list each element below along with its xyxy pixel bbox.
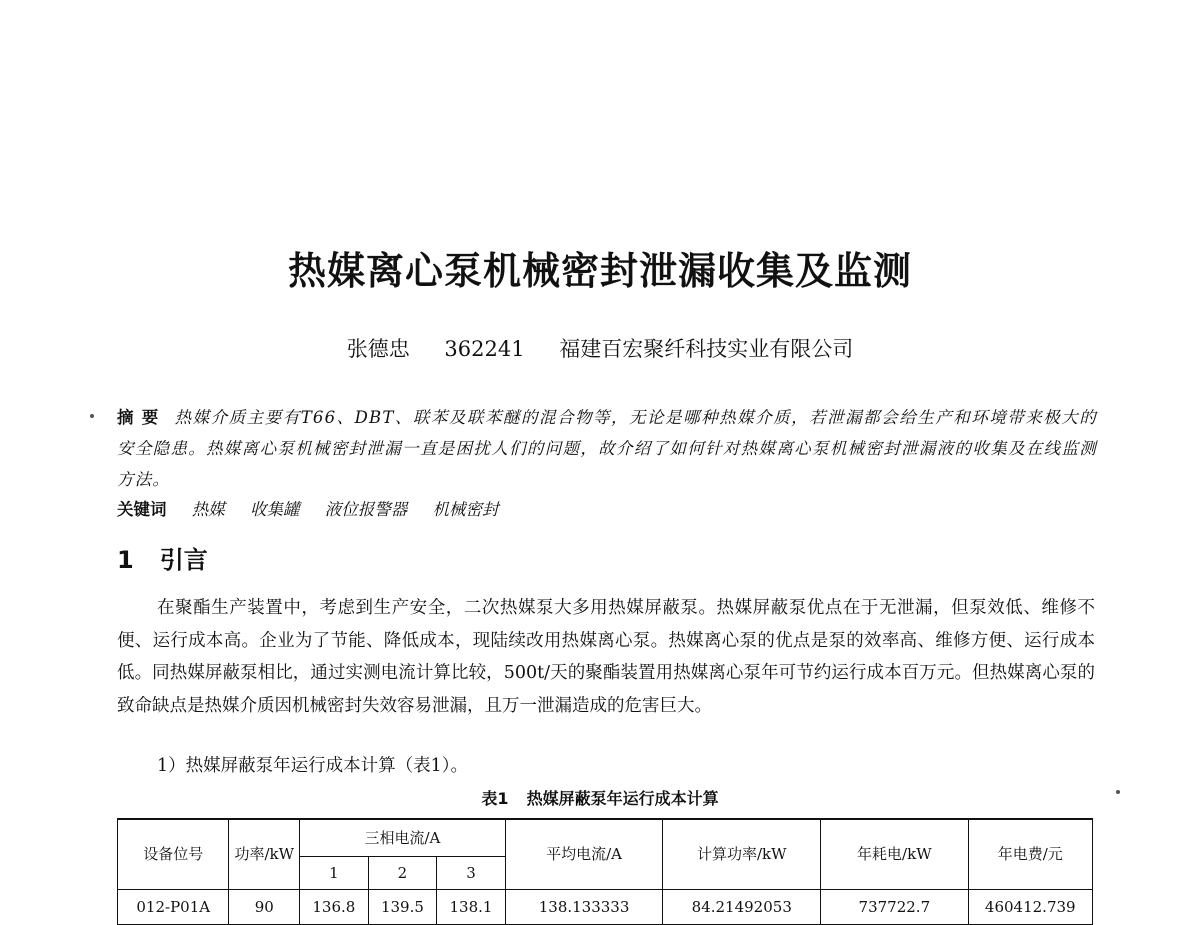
table-caption <box>0 786 1200 809</box>
cell-calc-power: 84.21492053 <box>663 890 821 925</box>
abstract-text: 热媒介质主要有T66、DBT、联苯及联苯醚的混合物等，无论是哪种热媒介质，若泄漏都会给生产和环境带来极大的安全隐患。热媒离心泵机械密封泄漏一直是困扰人们的问题，故介绍了如何针对热媒离心泵机械密封泄漏液的收集及在线监测方法。 <box>117 408 1097 489</box>
cell-phase-1: 136.8 <box>300 890 369 925</box>
section-heading <box>117 540 208 575</box>
col-header-device: 设备位号 <box>118 819 229 890</box>
col-header-phase-2: 2 <box>368 857 437 890</box>
col-header-current: 三相电流/A <box>300 819 506 857</box>
cell-annual-energy: 737722.7 <box>821 890 968 925</box>
table-caption-title: 热媒屏蔽泵年运行成本计算 <box>526 789 719 808</box>
cost-table <box>117 818 1093 925</box>
section-number: 1 <box>117 546 134 574</box>
keyword-item: 热媒 <box>191 500 225 519</box>
table-caption-number: 表1 <box>481 789 509 808</box>
list-item: 1）热媒屏蔽泵年运行成本计算（表1）。 <box>157 756 469 776</box>
col-header-phase-1: 1 <box>300 857 369 890</box>
keyword-item: 液位报警器 <box>324 500 408 519</box>
postcode: 362241 <box>444 337 525 361</box>
section-title: 引言 <box>159 546 208 574</box>
col-header-power: 功率/kW <box>229 819 300 890</box>
affiliation: 福建百宏聚纤科技实业有限公司 <box>559 337 854 361</box>
keyword-item: 机械密封 <box>432 500 499 519</box>
abstract <box>117 402 1097 495</box>
scan-speck <box>90 414 94 418</box>
author-name: 张德忠 <box>346 337 410 361</box>
byline <box>0 333 1200 363</box>
table-row <box>118 890 1093 925</box>
cell-device: 012-P01A <box>118 890 229 925</box>
paper-title: 热媒离心泵机械密封泄漏收集及监测 <box>287 249 912 293</box>
col-header-avg-current: 平均电流/A <box>505 819 663 890</box>
col-header-phase-3: 3 <box>437 857 506 890</box>
scan-speck <box>1116 790 1120 794</box>
keywords <box>117 496 1097 524</box>
col-header-annual-cost: 年电费/元 <box>968 819 1092 890</box>
body-paragraph: 在聚酯生产装置中，考虑到生产安全，二次热媒泵大多用热媒屏蔽泵。热媒屏蔽泵优点在于无泄漏，但泵效低、维修不便、运行成本高。企业为了节能、降低成本，现陆续改用热媒离心泵。热媒离心泵的优点是泵的效率高、维修方便、运行成本低。同热媒屏蔽泵相比，通过实测电流计算比较，500t/天的聚酯装置用热媒离心泵年可节约运行成本百万元。但热媒离心泵的致命缺点是热媒介质因机械密封失效容易泄漏，且万一泄漏造成的危害巨大。 <box>117 598 1095 716</box>
keyword-item: 收集罐 <box>250 500 300 519</box>
cell-power: 90 <box>229 890 300 925</box>
abstract-label: 摘要 <box>117 408 167 427</box>
cell-phase-2: 139.5 <box>368 890 437 925</box>
cell-avg-current: 138.133333 <box>505 890 663 925</box>
cell-annual-cost: 460412.739 <box>968 890 1092 925</box>
col-header-annual-energy: 年耗电/kW <box>821 819 968 890</box>
cell-phase-3: 138.1 <box>437 890 506 925</box>
col-header-calc-power: 计算功率/kW <box>663 819 821 890</box>
keywords-label: 关键词 <box>117 500 167 519</box>
